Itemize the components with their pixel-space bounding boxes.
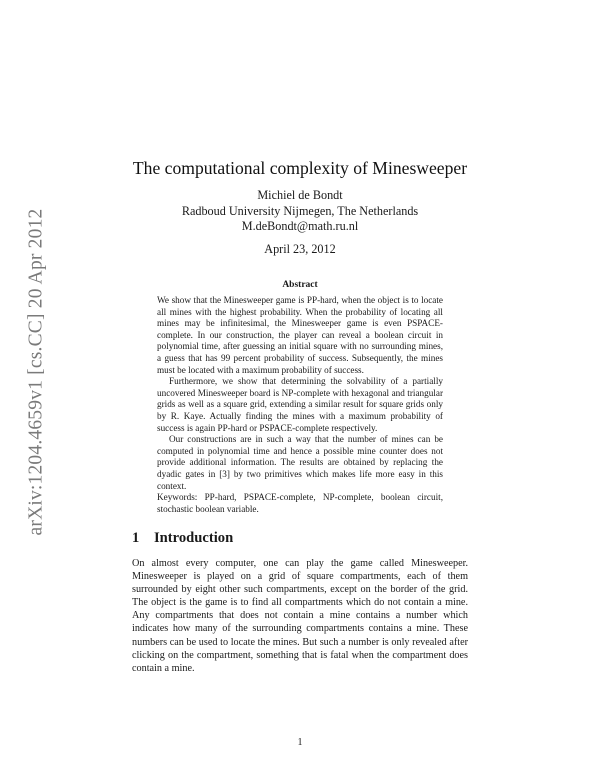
author-email: M.deBondt@math.ru.nl [241,219,359,233]
section-heading [132,529,233,547]
arxiv-identifier-text: arXiv:1204.4659v1 [cs.CC] 20 Apr 2012 [25,208,46,536]
body-paragraph: On almost every computer, one can play the game called Minesweeper. Minesweeper is played on a grid of square compartments, each of them surrounded by eight other such compartments, except on the border of the grid. The object is the game is to find all compartments which do not contain a mine. Any compartments that does not contain a mine contains a number which indicates how many of the surrounding compartments contains a mine. These numbers can be used to locate the mines. But such a number is only revealed after clicking on the compartment, something that is fatal when the compartment does contain a mine. [132,558,468,674]
section-number: 1 [132,530,140,546]
paper-date: April 23, 2012 [264,242,336,256]
abstract-heading: Abstract [282,280,318,290]
section-title: Introduction [154,530,234,546]
paper-title: The computational complexity of Minesweeper [132,158,468,178]
abstract-paragraph: We show that the Minesweeper game is PP-hard, when the object is to locate all mines with the highest probability. When the probability of locating all mines may be infinitesimal, the Minesweeper game is even PSPACE-complete. In our construction, the player can reveal a boolean circuit in polynomial time, after guessing an initial square with no surrounding mines, a guess that has 99 percent probability of success. Subsequently, the mines must be located with a maximum probability of success. [157,295,443,375]
author-block [0,188,600,235]
keywords: Keywords: PP-hard, PSPACE-complete, NP-complete, boolean circuit, stochastic boolean variable. [157,492,443,514]
page-number: 1 [297,737,303,748]
author-name: Michiel de Bondt [257,188,343,202]
abstract-paragraph: Our constructions are in such a way that the number of mines can be computed in polynomial time and hence a possible mine counter does not provide additional information. The results are obtained by replacing the dyadic gates in [3] by two primitives which makes life more easy in this context. [157,434,443,491]
abstract-body [157,295,443,492]
author-affiliation: Radboud University Nijmegen, The Netherlands [181,203,419,218]
abstract-paragraph: Furthermore, we show that determining the solvability of a partially uncovered Minesweeper board is NP-complete with hexagonal and triangular grids as well as a square grid, extending a similar result for square grids only by R. Kaye. Actually finding the mines with a maximum probability of success is again PP-hard or PSPACE-complete respectively. [157,376,443,433]
introduction-body [132,557,468,675]
